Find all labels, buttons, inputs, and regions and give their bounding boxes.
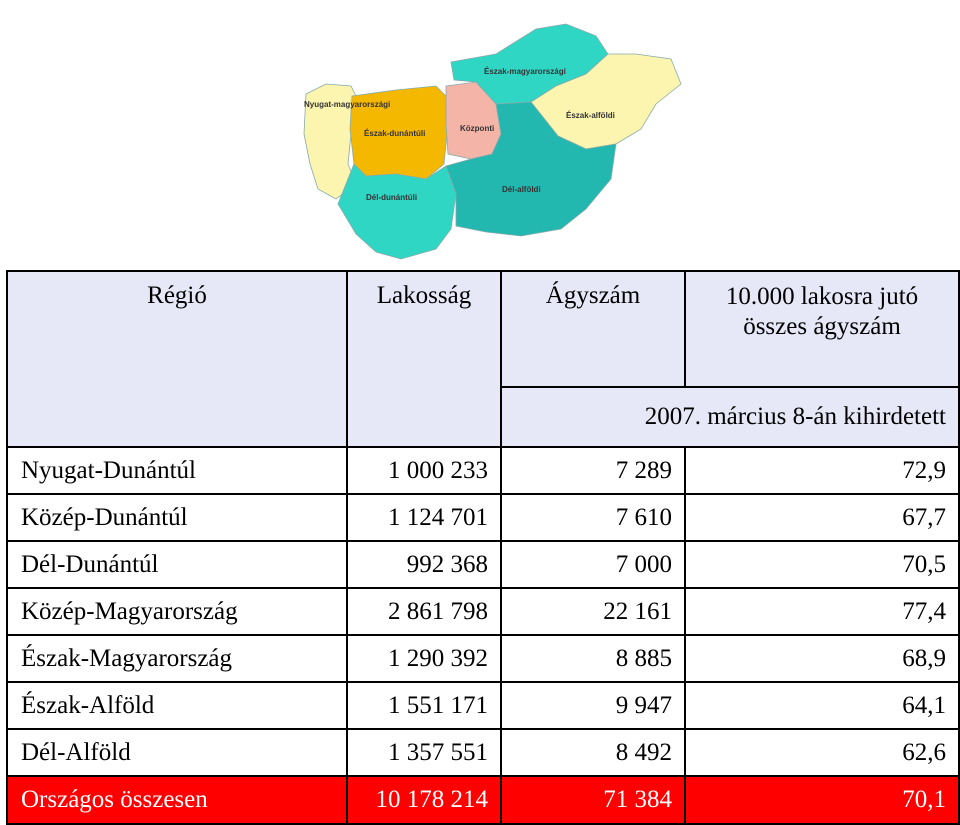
map-label-del-alfoldi: Dél-alföldi [502,185,541,194]
table-row [7,729,959,776]
map-label-nyugat-magyarorszagi: Nyugat-magyarországi [304,100,391,109]
map-region-del-dunantul [338,164,456,259]
map-label-kozponti: Központi [460,124,495,133]
cell-beds: 7 289 [501,447,685,494]
cell-region: Észak-Magyarország [7,635,347,682]
cell-per10k: 68,9 [685,635,959,682]
cell-region: Dél-Alföld [7,729,347,776]
map-label-eszak-dunantuli: Észak-dunántúli [364,129,426,138]
cell-per10k: 62,6 [685,729,959,776]
table-row [7,494,959,541]
header-per-10000-line2: összes ágyszám [743,313,901,340]
header-announcement-date: 2007. március 8-án kihirdetett [501,387,959,447]
cell-beds: 7 000 [501,541,685,588]
hungary-regions-map [296,14,688,270]
map-label-eszak-magyarorszagi: Észak-magyarországi [484,67,566,76]
cell-per10k: 77,4 [685,588,959,635]
cell-beds: 8 885 [501,635,685,682]
cell-per10k: 64,1 [685,682,959,729]
map-svg [296,14,688,270]
header-population: Lakosság [347,271,501,447]
cell-population: 992 368 [347,541,501,588]
cell-beds: 22 161 [501,588,685,635]
cell-total-label: Országos összesen [7,776,347,824]
cell-region: Észak-Alföld [7,682,347,729]
cell-per10k: 72,9 [685,447,959,494]
cell-per10k: 67,7 [685,494,959,541]
cell-per10k: 70,5 [685,541,959,588]
cell-population: 1 357 551 [347,729,501,776]
table-row [7,635,959,682]
cell-population: 1 124 701 [347,494,501,541]
cell-population: 1 551 171 [347,682,501,729]
header-per-10000 [685,271,959,387]
map-label-del-dunantuli: Dél-dunántúli [366,193,418,202]
table-row [7,541,959,588]
cell-region: Nyugat-Dunántúl [7,447,347,494]
cell-population: 2 861 798 [347,588,501,635]
cell-total-population: 10 178 214 [347,776,501,824]
cell-population: 1 000 233 [347,447,501,494]
header-per-10000-line1: 10.000 lakosra jutó [725,283,919,310]
table-row [7,447,959,494]
cell-population: 1 290 392 [347,635,501,682]
header-region: Régió [7,271,347,447]
cell-region: Közép-Magyarország [7,588,347,635]
cell-region: Közép-Dunántúl [7,494,347,541]
bed-statistics-table [6,270,960,825]
header-beds: Ágyszám [501,271,685,387]
map-label-eszak-alfoldi: Észak-alföldi [566,111,615,120]
cell-total-per10k: 70,1 [685,776,959,824]
cell-beds: 9 947 [501,682,685,729]
table-header-row [7,271,959,387]
table-row [7,682,959,729]
table-row [7,588,959,635]
table-total-row [7,776,959,824]
cell-beds: 7 610 [501,494,685,541]
cell-region: Dél-Dunántúl [7,541,347,588]
cell-total-beds: 71 384 [501,776,685,824]
cell-beds: 8 492 [501,729,685,776]
